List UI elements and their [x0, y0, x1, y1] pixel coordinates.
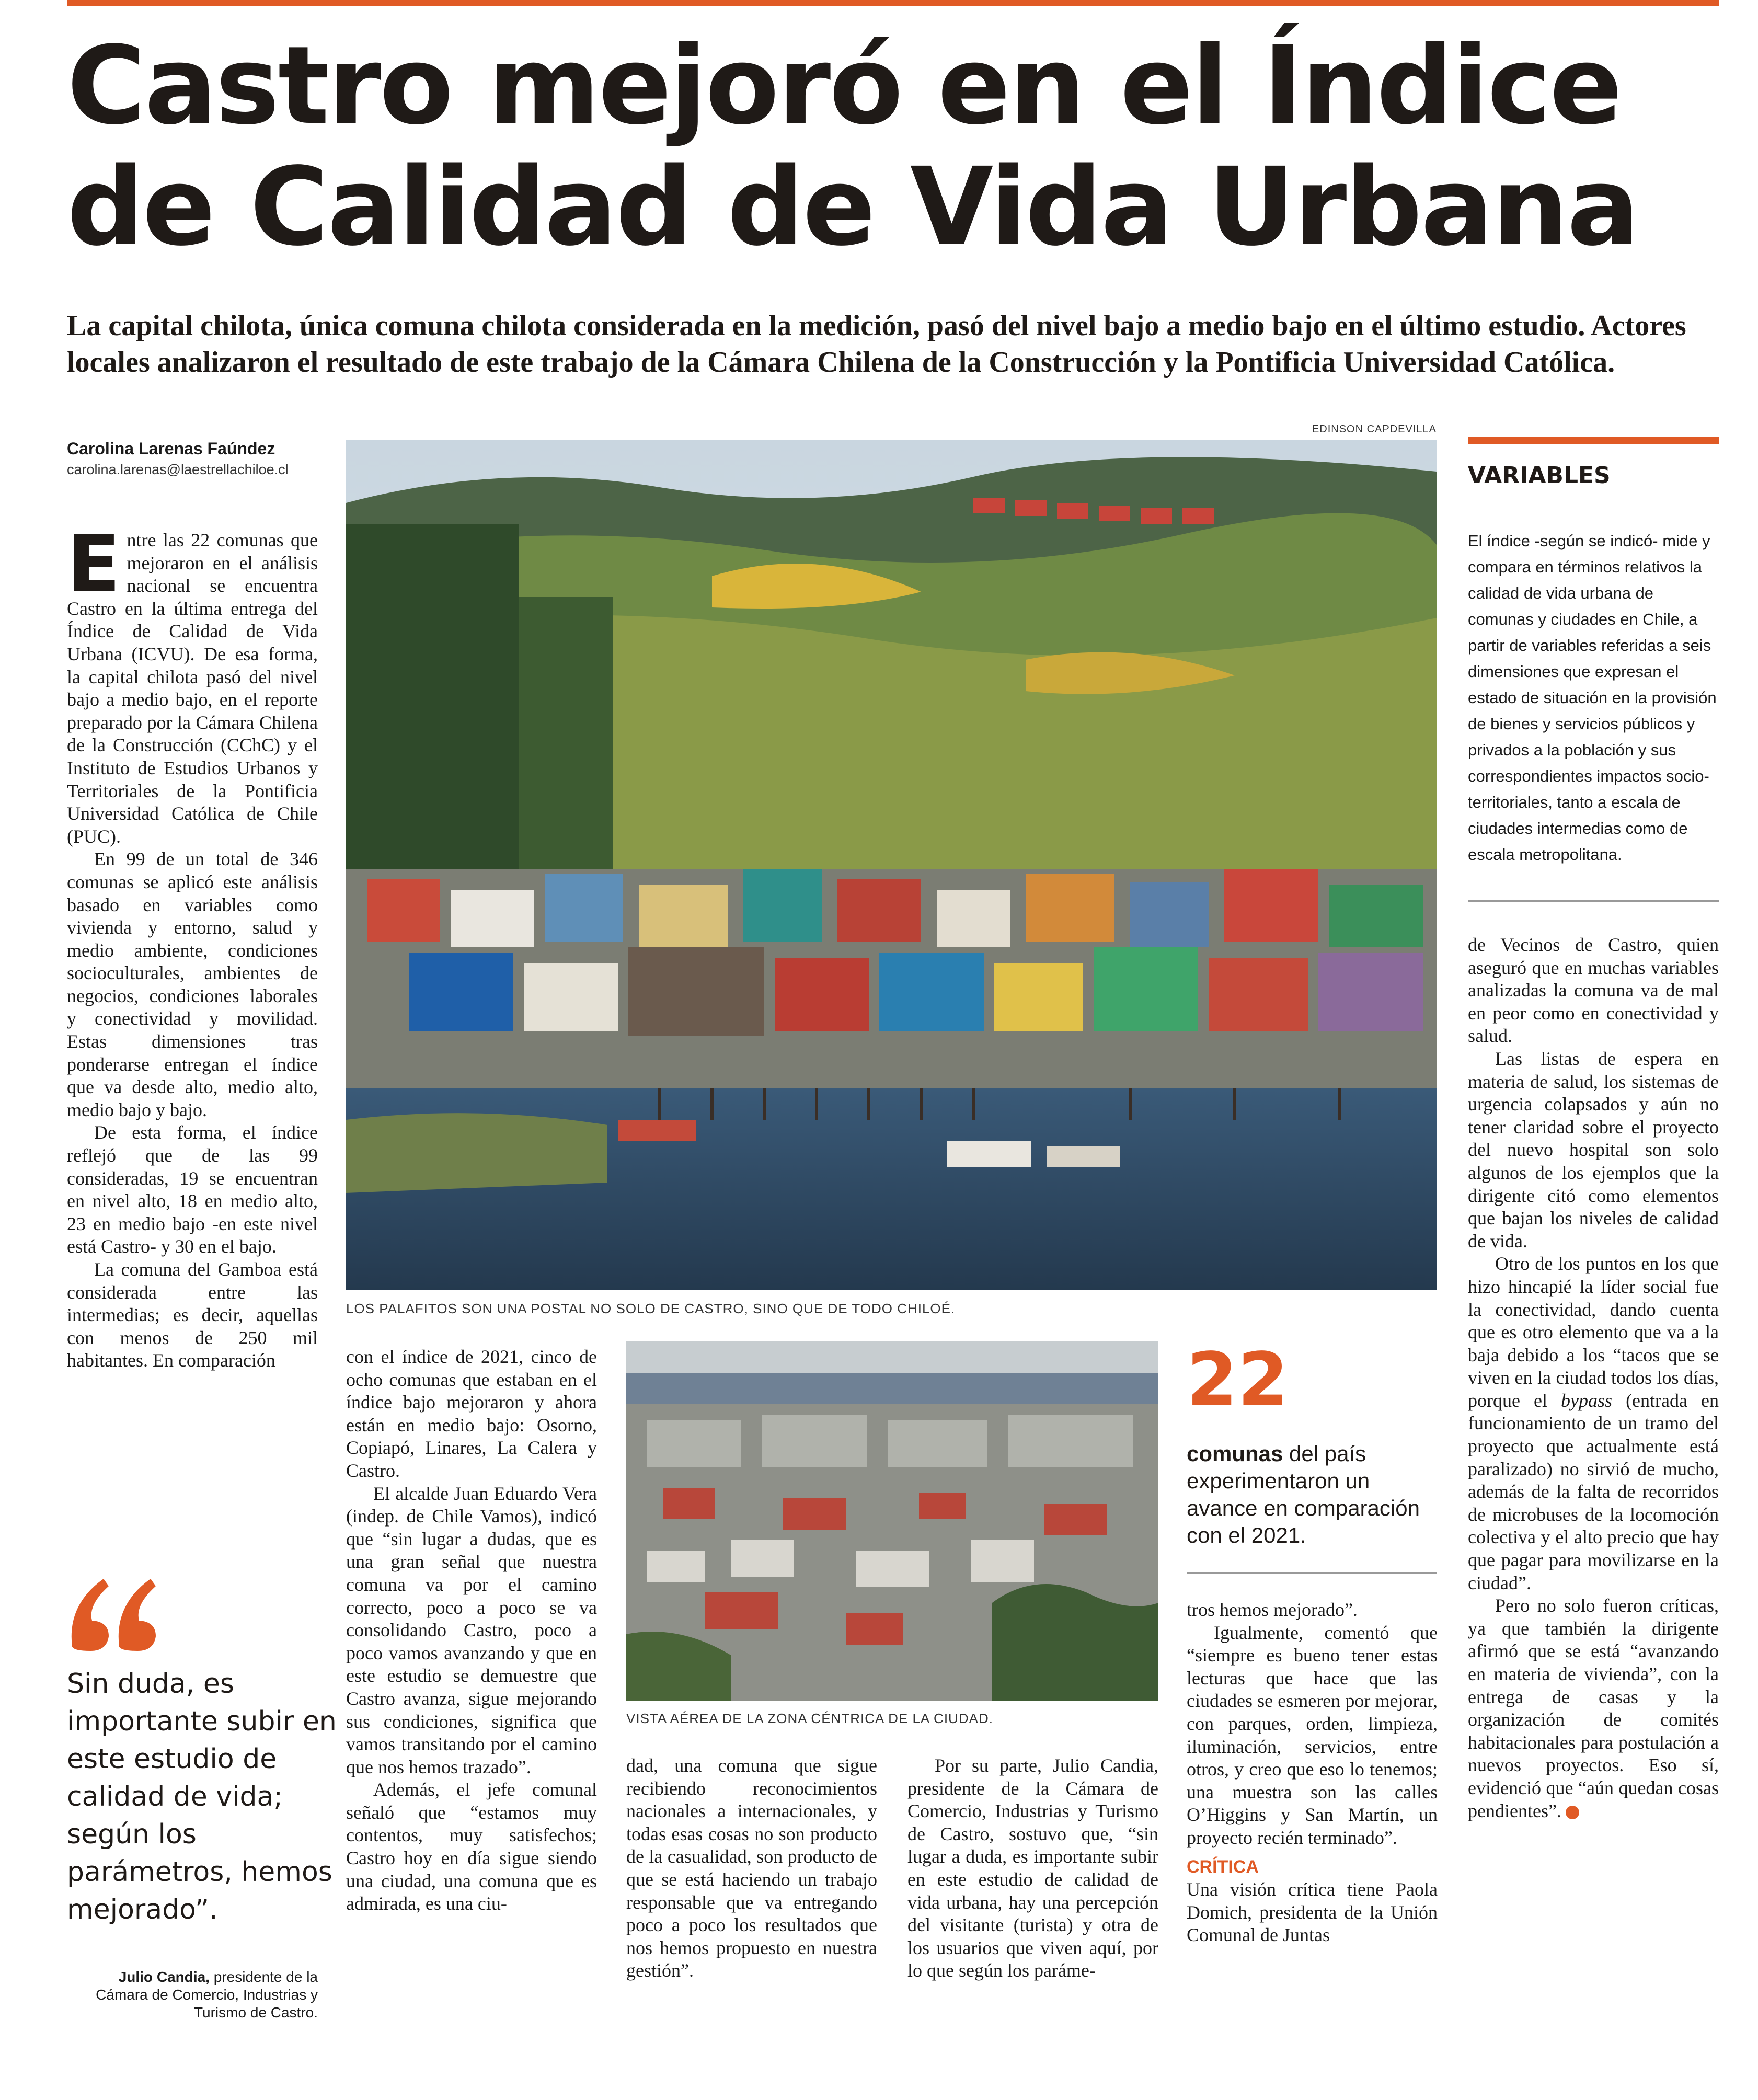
stat-bold: comunas: [1187, 1441, 1283, 1466]
main-photo-palafitos: [346, 440, 1437, 1290]
photo-credit: EDINSON CAPDEVILLA: [1312, 423, 1437, 435]
column-4: [907, 1754, 1158, 1982]
stat-description: [1187, 1440, 1438, 1549]
stat-rest: del país experimentaron un avance en comparación con el 2021.: [1187, 1441, 1420, 1547]
aerial-city-illustration: [626, 1341, 1158, 1701]
sidebar-title: VARIABLES: [1468, 462, 1611, 489]
deck-subtitle: La capital chilota, única comuna chilota considerada en la medición, pasó del nivel bajo a medio bajo en el último estudio. Actores locales analizaron el resultado de este trabajo de la Cámara Chilena de la Construcción y la Pontificia Universidad Católica.: [67, 309, 1686, 378]
headline-line-1: Castro mejoró en el Índice: [67, 23, 1621, 148]
paragraph-15-b: (entrada en funcionamiento de un tramo del proyecto que actualmente está paralizado) no sirvió de mucho, además de la falta de recorridos de microbuses de la locomoción colectiva y el alto precio que hay que pagar para movilizarse en la ciudad”.: [1468, 1390, 1719, 1593]
paragraph-15: [1468, 1253, 1719, 1594]
quote-mark-icon: [67, 1574, 161, 1652]
palafitos-illustration: [346, 440, 1437, 1290]
pull-quote: Sin duda, es importante subir en este estudio de calidad de vida; según los parámetros, hemos mejorado”.: [67, 1668, 337, 1925]
column-5: [1187, 1599, 1438, 1947]
author-name: Carolina Larenas Faúndez: [67, 439, 275, 458]
main-photo-caption: LOS PALAFITOS SON UNA POSTAL NO SOLO DE CASTRO, SINO QUE DE TODO CHILOÉ.: [346, 1301, 956, 1316]
paragraph-13: de Vecinos de Castro, quien aseguró que en muchas variables analizadas la comuna va de mal en peor como en conectividad y salud.: [1468, 934, 1719, 1047]
paragraph-6: El alcalde Juan Eduardo Vera (indep. de Chile Vamos), indicó que “sin lugar a dudas, que es una gran señal que nuestra comuna va por el camino correcto, poco a poco se va consolidando Castro, poco a poco vamos avanzando y que en este estudio se demuestre que Castro avanza, sigue mejorando sus condiciones, significa que vamos transitando por el camino que nos hemos trazado”.: [346, 1483, 597, 1777]
pull-quote-attribution: [67, 1968, 318, 2022]
quote-attr-role: presidente de la Cámara de Comercio, Industrias y Turismo de Castro.: [96, 1969, 318, 2021]
sidebar-accent-bar: [1468, 437, 1719, 444]
aerial-photo-caption: VISTA AÉREA DE LA ZONA CÉNTRICA DE LA CIUDAD.: [626, 1711, 993, 1726]
subhead-critica: CRÍTICA: [1187, 1856, 1259, 1877]
paragraph-11: Igualmente, comentó que “siempre es bueno tener estas lecturas que hace que las ciudades se esmeren por mejorar, con parques, orden, limpieza, iluminación, servicios, entre otros, y creo que eso lo tenemos; una muestra son las calles O’Higgins y San Martín, un proyecto recién terminado”.: [1187, 1622, 1438, 1848]
paragraph-7: Además, el jefe comunal señaló que “estamos muy contentos, muy satisfechos; Castro hoy en día sigue siendo una ciudad, una comuna que es admirada, es una ciu-: [346, 1779, 597, 1914]
paragraph-15-italic: bypass: [1561, 1390, 1613, 1411]
paragraph-10: tros hemos mejorado”.: [1187, 1599, 1358, 1620]
column-3: [626, 1754, 877, 1982]
byline: [67, 437, 339, 479]
paragraph-14: Las listas de espera en materia de salud, los sistemas de urgencia colapsados y aún no tener claridad sobre el proyecto del nuevo hospital son solo algunos de los ejemplos que la dirigente citó como elementos que bajan los niveles de calidad de vida.: [1468, 1048, 1719, 1252]
column-2: [346, 1346, 597, 1915]
paragraph-15-a: Otro de los puntos en los que hizo hincapié la líder social fue la conectividad, dando cuenta que es otro elemento que va a la baja debido a los “tacos que se viven en la ciudad todos los días, porque el: [1468, 1253, 1719, 1411]
top-accent-bar: [67, 0, 1719, 6]
stat-divider: [1187, 1572, 1437, 1574]
paragraph-2: En 99 de un total de 346 comunas se aplicó este análisis basado en variables como vivienda y entorno, salud y medio ambiente, condiciones socioculturales, ambientes de negocios, condiciones laborales y conectividad y movilidad. Estas dimensiones tras ponderarse entregan el índice que va desde alto, medio alto, medio bajo y bajo.: [67, 848, 318, 1120]
paragraph-9: Por su parte, Julio Candia, presidente de la Cámara de Comercio, Industrias y Turismo de Castro, sostuvo que, “sin lugar a duda, es importante subir en este estudio de calidad de vida urbana, hay una percepción del visitante (turista) y otra de los usuarios que viven aquí, por lo que según los paráme-: [907, 1755, 1158, 1981]
column-6: [1468, 934, 1719, 1822]
paragraph-1-text: ntre las 22 comunas que mejoraron en el análisis nacional se encuentra Castro en la última entrega del Índice de Calidad de Vida Urbana (ICVU). De esa forma, la capital chilota pasó del nivel bajo a medio bajo, en el reporte preparado por la Cámara Chilena de la Construcción (CChC) y el Instituto de Estudios Urbanos y Territoriales de la Pontificia Universidad Católica de Chile (PUC).: [67, 530, 318, 847]
paragraph-3: De esta forma, el índice reflejó que de las 99 consideradas, 19 se encuentran en nivel alto, 18 en medio alto, 23 en medio bajo -en este nivel está Castro- y 30 en el bajo.: [67, 1122, 318, 1257]
stat-number: 22: [1187, 1337, 1289, 1422]
paragraph-16: [1468, 1594, 1719, 1822]
column-1: [67, 519, 318, 1372]
paragraph-5: con el índice de 2021, cinco de ocho comunas que estaban en el índice bajo mejoraron y ahora están en medio bajo: Osorno, Copiapó, Linares, La Calera y Castro.: [346, 1346, 597, 1481]
paragraph-16-text: Pero no solo fueron críticas, ya que también la dirigente afirmó que se está “avanzando en materia de vivienda”, con la entrega de casas y la organización de comités habitacionales para postulación a nuevos proyectos. Eso sí, evidenció que “aún quedan cosas pendientes”.: [1468, 1595, 1719, 1821]
aerial-photo: [626, 1341, 1158, 1701]
drop-cap: E: [67, 519, 121, 610]
end-mark-icon: [1566, 1806, 1579, 1819]
sidebar-divider: [1468, 900, 1719, 902]
headline-line-2: de Calidad de Vida Urbana: [67, 144, 1638, 270]
paragraph-1: [67, 519, 318, 848]
paragraph-4: La comuna del Gamboa está considerada entre las intermedias; es decir, aquellas con menos de 250 mil habitantes. En comparación: [67, 1259, 318, 1371]
quote-attr-name: Julio Candia,: [118, 1969, 210, 1985]
sidebar-text: El índice -según se indicó- mide y compara en términos relativos la calidad de vida urbana de comunas y ciudades en Chile, a partir de variables referidas a seis dimensiones que expresan el estado de situación en la provisión de bienes y servicios públicos y privados a la población y sus correspondientes impactos socio-territoriales, tanto a escala de ciudades intermedias como de escala metropolitana.: [1468, 532, 1717, 864]
paragraph-12: Una visión crítica tiene Paola Domich, presidenta de la Unión Comunal de Juntas: [1187, 1879, 1438, 1946]
headline: [67, 25, 1719, 268]
paragraph-8: dad, una comuna que sigue recibiendo reconocimientos nacionales a internacionales, y todas esas cosas no son producto de la casualidad, son producto de que se está haciendo un trabajo responsable que va entregando poco a poco los resultados que nos hemos propuesto en nuestra gestión”.: [626, 1755, 877, 1981]
author-email: carolina.larenas@laestrellachiloe.cl: [67, 462, 289, 477]
